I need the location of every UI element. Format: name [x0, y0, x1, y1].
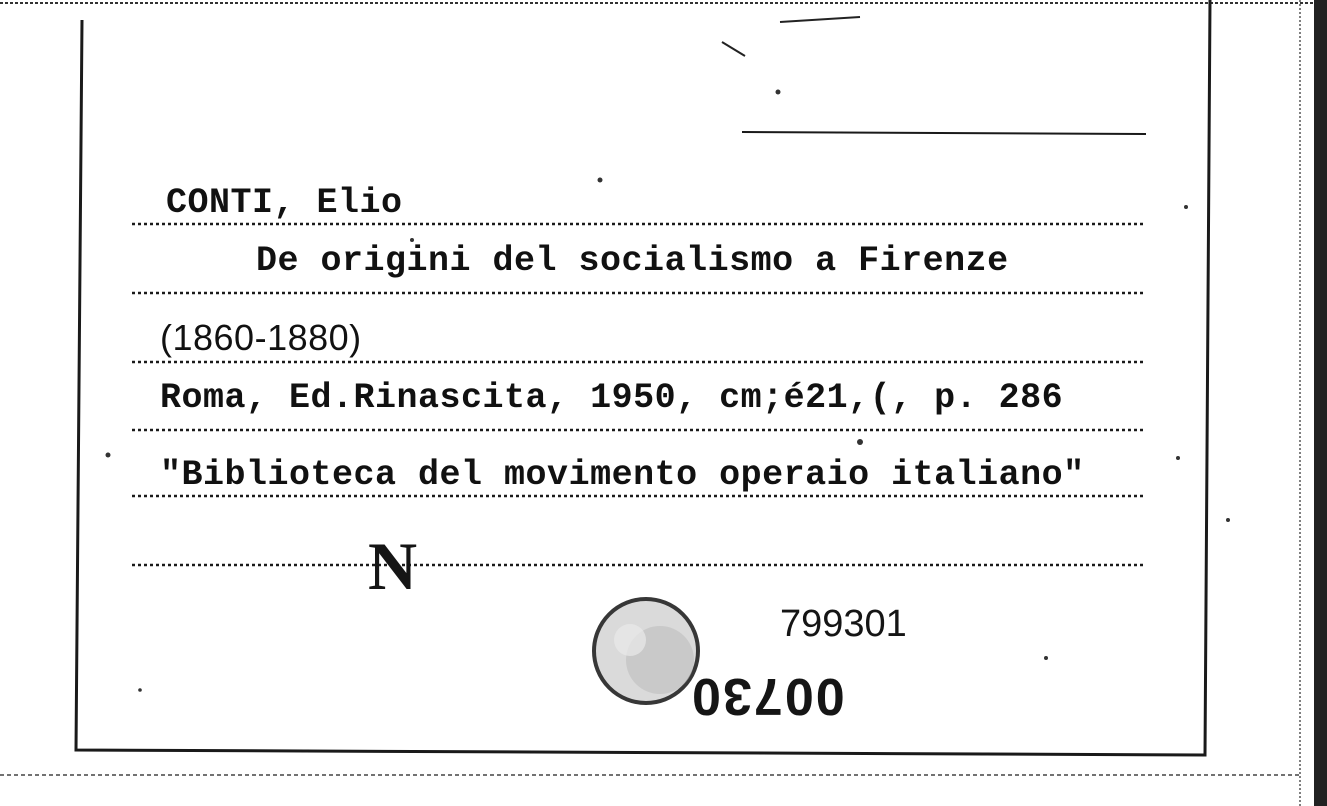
shelf-mark: N	[368, 528, 418, 604]
stamp-seal	[594, 599, 698, 703]
series-line: "Biblioteca del movimento operaio italiano"	[160, 455, 1085, 495]
author-line: CONTI, Elio	[166, 183, 403, 223]
stamp-code: 00730	[690, 667, 845, 725]
title-line: De origini del socialismo a Firenze	[256, 241, 1009, 281]
inventory-number: 799301	[780, 603, 907, 645]
imprint-line: Roma, Ed.Rinascita, 1950, cm;é21,(, p. 286	[160, 378, 1064, 418]
title-continuation: (1860-1880)	[160, 317, 362, 358]
